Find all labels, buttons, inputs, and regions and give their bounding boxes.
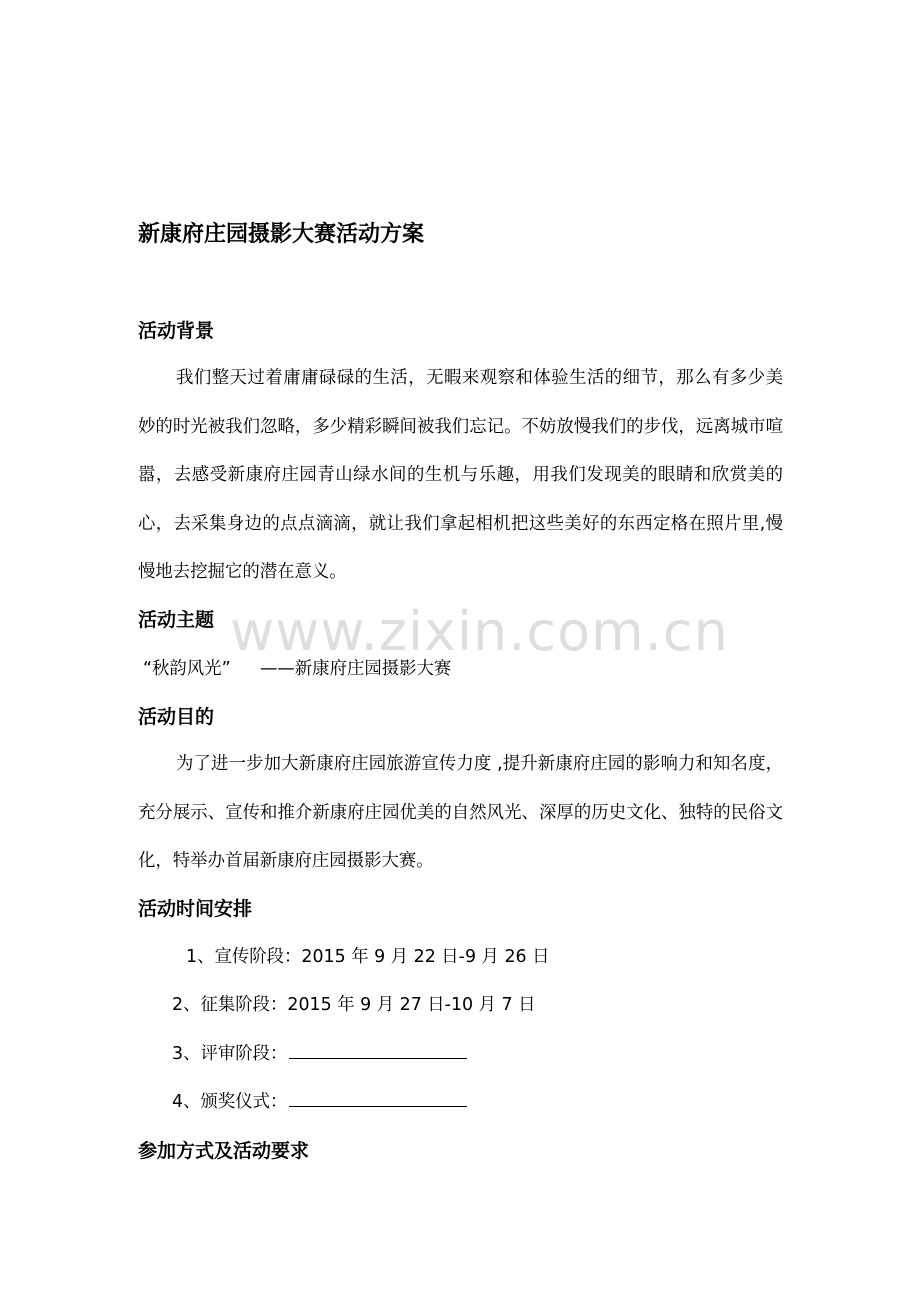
section-heading-participation: 参加方式及活动要求	[138, 1140, 310, 1162]
schedule-item-award	[172, 1087, 467, 1117]
watermark-text: www.zixin.com.cn	[230, 600, 729, 663]
background-paragraph: 我们整天过着庸庸碌碌的生活，无暇来观察和体验生活的细节，那么有多少美妙的时光被我们忽略，多少精彩瞬间被我们忘记。不妨放慢我们的步伐，远离城市喧嚣，去感受新康府庄园青山绿水间的生机与乐趣，用我们发现美的眼睛和欣赏美的心，去采集身边的点点滴滴，就让我们拿起相机把这些美好的东西定格在照片里,慢慢地去挖掘它的潜在意义。	[138, 368, 783, 582]
section-heading-purpose: 活动目的	[138, 706, 215, 728]
theme-subtitle: ——新康府庄园摄影大赛	[260, 659, 452, 679]
review-date-blank-line	[289, 1040, 467, 1059]
theme-quote: “秋韵风光”	[143, 659, 231, 679]
schedule-item-review	[172, 1039, 467, 1069]
purpose-paragraph: 为了进一步加大新康府庄园旅游宣传力度 ,提升新康府庄园的影响力和知名度，充分展示、宣传和推介新康府庄园优美的自然风光、深厚的历史文化、独特的民俗文化，特举办首届新康府庄园摄影大赛。	[138, 754, 783, 871]
section-heading-background: 活动背景	[138, 320, 215, 342]
section-heading-schedule: 活动时间安排	[138, 898, 253, 920]
document-title: 新康府庄园摄影大赛活动方案	[138, 222, 425, 247]
schedule-item-review-label: 3、评审阶段：	[172, 1044, 288, 1064]
schedule-item-award-label: 4、颁奖仪式：	[172, 1092, 288, 1112]
section-heading-theme: 活动主题	[138, 609, 215, 631]
schedule-item-publicity: 1、宣传阶段：2015 年 9 月 22 日-9 月 26 日	[186, 947, 550, 967]
award-date-blank-line	[289, 1088, 467, 1107]
schedule-item-collection: 2、征集阶段：2015 年 9 月 27 日-10 月 7 日	[172, 995, 536, 1015]
